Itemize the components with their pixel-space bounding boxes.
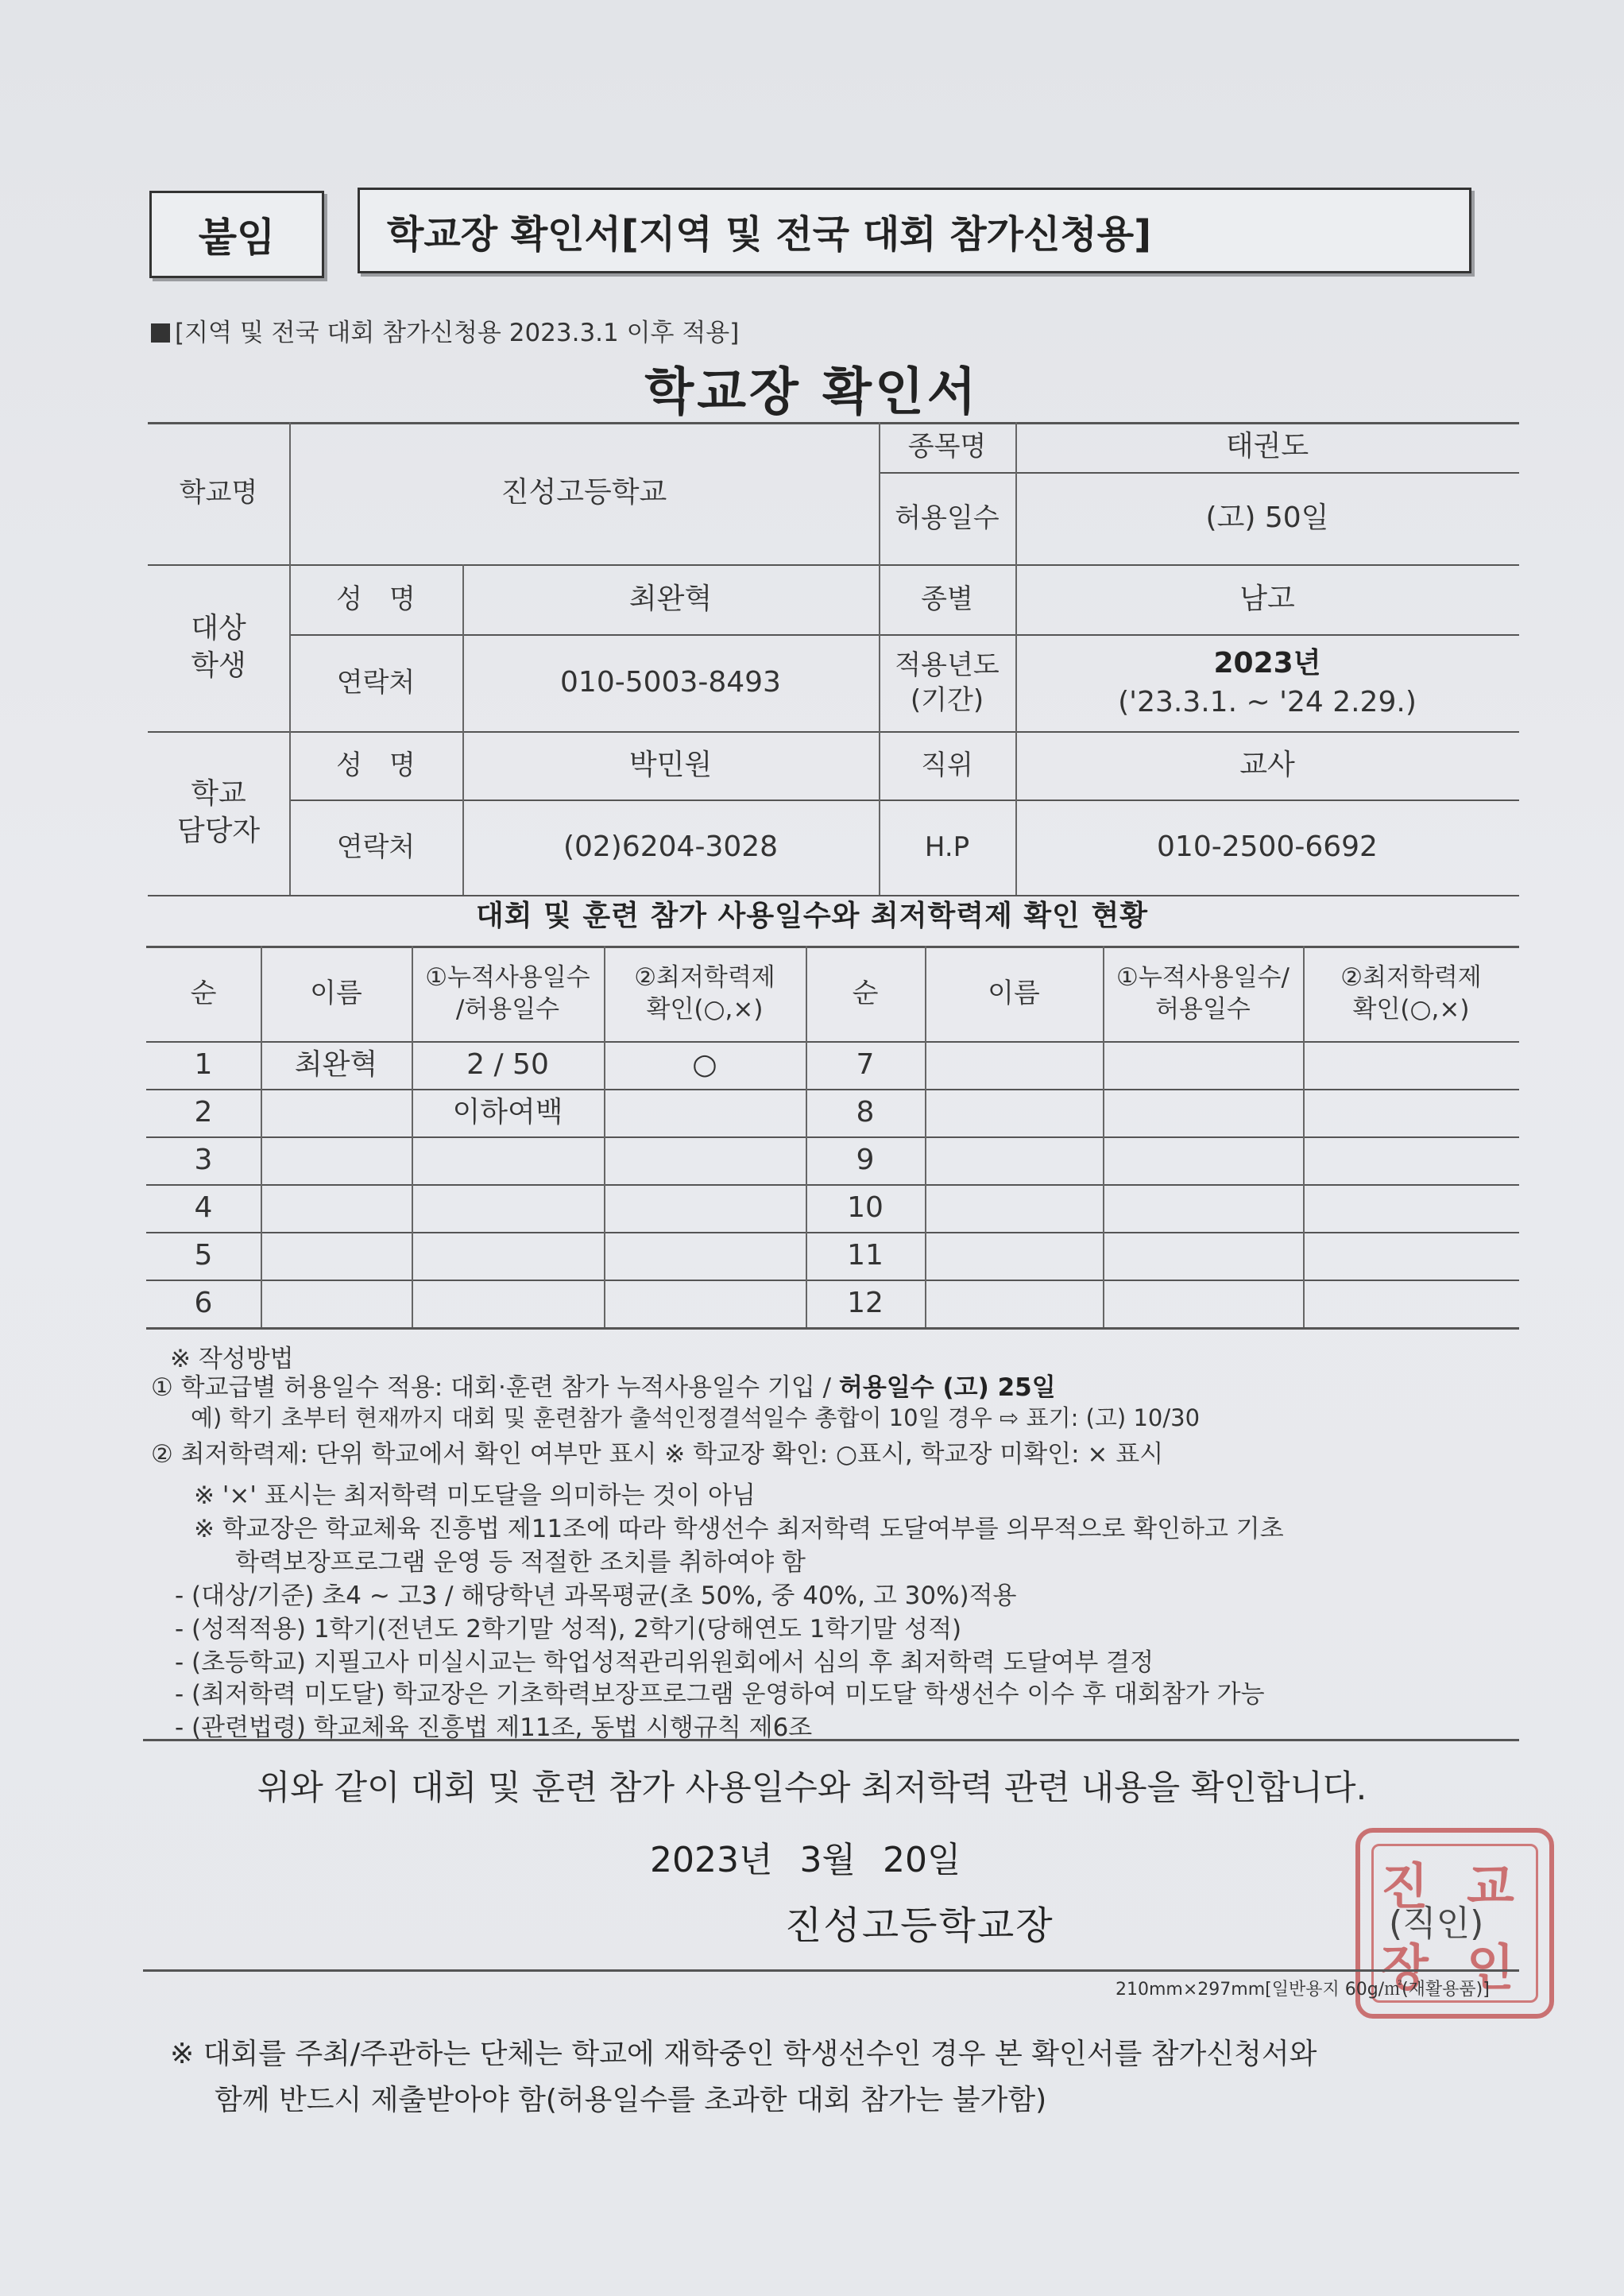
instruction-line: - (관련법령) 학교체육 진흥법 제11조, 동법 시행규칙 제6조 xyxy=(175,1713,813,1742)
principal-name: 진성고등학교장 xyxy=(785,1903,1054,1948)
instruction-line: - (초등학교) 지필고사 미실시교는 학업성적관리위원회에서 심의 후 최저학력 도달여부 결정 xyxy=(175,1648,1154,1677)
header-days-right: ①누적사용일수/ 허용일수 xyxy=(1116,962,1290,1024)
row-no-left: 2 xyxy=(194,1095,213,1129)
row-name-left: 최완혁 xyxy=(294,1047,378,1081)
row-name-right xyxy=(925,1136,1103,1184)
row-no-right: 9 xyxy=(856,1143,875,1176)
period-value: ('23.3.1. ~ '24 2.29.) xyxy=(1118,686,1417,718)
square-bullet-icon xyxy=(151,323,170,343)
row-check-right xyxy=(1303,1184,1519,1232)
row-no-left: 5 xyxy=(194,1238,213,1272)
row-check-left xyxy=(604,1232,806,1280)
row-name-right xyxy=(925,1232,1103,1280)
row-name-left xyxy=(261,1184,412,1232)
row-check-left: ○ xyxy=(692,1047,717,1081)
teacher-name: 박민원 xyxy=(628,748,713,781)
instruction-bold-text: 허용일수 (고) 25일 xyxy=(838,1373,1056,1402)
row-name-left xyxy=(261,1280,412,1327)
instruction-line xyxy=(151,1367,1056,1403)
student-name-label: 성 명 xyxy=(336,583,416,615)
row-days-right xyxy=(1103,1136,1303,1184)
allowed-days-value: (고) 50일 xyxy=(1205,501,1329,534)
row-days-right xyxy=(1103,1280,1303,1327)
row-days-right xyxy=(1103,1089,1303,1136)
row-name-right xyxy=(925,1184,1103,1232)
row-name-right xyxy=(925,1280,1103,1327)
row-check-right xyxy=(1303,1136,1519,1184)
teacher-contact: (02)6204-3028 xyxy=(563,830,779,863)
header-check-right: ②최저학력제 확인(○,×) xyxy=(1340,962,1482,1024)
footer-line: ※ 대회를 주최/주관하는 단체는 학교에 재학중인 학생선수인 경우 본 확인서를 참가신청서와 xyxy=(170,2038,1317,2070)
year-value: 2023년 xyxy=(1213,647,1321,680)
allowed-days-label: 허용일수 xyxy=(895,501,1000,534)
instruction-line: 예) 학기 초부터 현재까지 대회 및 훈련참가 출석인정결석일수 총합이 10일 경우 ⇨ 표기: (고) 10/30 xyxy=(191,1404,1201,1431)
paper-spec: 210mm×297mm[일반용지 60g/㎡(재활용품)] xyxy=(1116,1980,1490,2000)
attachment-label: 붙임 xyxy=(149,191,324,278)
row-days-left xyxy=(412,1232,604,1280)
row-check-left xyxy=(604,1184,806,1232)
divider xyxy=(143,1739,1519,1741)
instruction-text: ① 학교급별 허용일수 적용: 대회·훈련 참가 누적사용일수 기입 / xyxy=(151,1373,839,1402)
seal-label: (직인) xyxy=(1389,1903,1484,1944)
gender-label: 종별 xyxy=(921,583,973,615)
row-no-right: 10 xyxy=(847,1191,884,1224)
header-days-left: ①누적사용일수 /허용일수 xyxy=(425,962,590,1024)
student-contact: 010-5003-8493 xyxy=(560,665,781,699)
top-note-text: [지역 및 전국 대회 참가신청용 2023.3.1 이후 적용] xyxy=(175,319,740,347)
row-no-right: 12 xyxy=(847,1286,884,1319)
row-days-left xyxy=(412,1280,604,1327)
divider xyxy=(143,1969,1519,1972)
header-check-left: ②최저학력제 확인(○,×) xyxy=(634,962,775,1024)
year-label: 적용년도 (기간) xyxy=(895,649,1000,716)
row-name-left xyxy=(261,1089,412,1136)
header-no-right: 순 xyxy=(852,977,879,1009)
hp-value: 010-2500-6692 xyxy=(1157,830,1378,863)
student-contact-label: 연락처 xyxy=(336,666,416,699)
row-no-left: 3 xyxy=(194,1143,213,1176)
header-title: 학교장 확인서[지역 및 전국 대회 참가신청용] xyxy=(358,188,1471,273)
table-line xyxy=(146,1327,1519,1330)
confirmation-text: 위와 같이 대회 및 훈련 참가 사용일수와 최저학력 관련 내용을 확인합니다. xyxy=(257,1768,1367,1808)
instruction-line: - (성적적용) 1학기(전년도 2학기말 성적), 2학기(당해연도 1학기말 성적) xyxy=(175,1615,962,1644)
official-seal-icon: 진 교 장 인 xyxy=(1355,1828,1554,2019)
event-value: 태권도 xyxy=(1225,430,1309,463)
row-name-left xyxy=(261,1232,412,1280)
row-no-right: 11 xyxy=(847,1238,884,1272)
top-note xyxy=(151,312,739,348)
instructions-heading: ※ 작성방법 xyxy=(170,1345,294,1373)
row-name-right xyxy=(925,1089,1103,1136)
row-days-left xyxy=(412,1184,604,1232)
row-days-left: 이하여백 xyxy=(452,1095,563,1129)
teacher-label: 학교 담당자 xyxy=(176,777,261,847)
row-days-left xyxy=(412,1136,604,1184)
header-no-left: 순 xyxy=(190,977,217,1009)
instruction-line: - (최저학력 미도달) 학교장은 기초학력보장프로그램 운영하여 미도달 학생선수 이수 후 대회참가 가능 xyxy=(175,1680,1265,1709)
student-name: 최완혁 xyxy=(628,582,713,615)
row-check-right xyxy=(1303,1280,1519,1327)
issue-date: 2023년 3월 20일 xyxy=(650,1840,961,1880)
row-no-right: 8 xyxy=(856,1095,875,1129)
footer-line: 함께 반드시 제출받아야 함(허용일수를 초과한 대회 참가는 불가함) xyxy=(215,2084,1047,2116)
row-check-left xyxy=(604,1089,806,1136)
row-no-left: 4 xyxy=(194,1191,213,1224)
header-name-right: 이름 xyxy=(988,977,1040,1009)
year-cell xyxy=(1015,634,1519,731)
document-title: 학교장 확인서 xyxy=(644,363,980,422)
teacher-contact-label: 연락처 xyxy=(336,831,416,863)
row-no-left: 1 xyxy=(194,1047,213,1081)
row-check-right xyxy=(1303,1232,1519,1280)
teacher-name-label: 성 명 xyxy=(336,749,416,781)
row-name-left xyxy=(261,1136,412,1184)
row-days-right xyxy=(1103,1041,1303,1089)
row-no-left: 6 xyxy=(194,1286,213,1319)
row-days-right xyxy=(1103,1184,1303,1232)
hp-label: H.P xyxy=(924,831,970,863)
instruction-line: - (대상/기준) 초4 ~ 고3 / 해당학년 과목평균(초 50%, 중 40%, 고 30%)적용 xyxy=(175,1582,1017,1610)
instruction-line: ② 최저학력제: 단위 학교에서 확인 여부만 표시 ※ 학교장 확인: ○표시, 학교장 미확인: × 표시 xyxy=(151,1440,1164,1469)
row-check-right xyxy=(1303,1089,1519,1136)
position-value: 교사 xyxy=(1239,748,1295,781)
row-no-right: 7 xyxy=(856,1047,875,1081)
row-check-left xyxy=(604,1136,806,1184)
event-label: 종목명 xyxy=(907,431,987,463)
position-label: 직위 xyxy=(921,749,973,781)
school-name: 진성고등학교 xyxy=(501,476,667,509)
status-title: 대회 및 훈련 참가 사용일수와 최저학력제 확인 현황 xyxy=(475,900,1149,932)
school-label: 학교명 xyxy=(179,477,258,509)
row-days-left: 2 / 50 xyxy=(466,1047,549,1081)
row-days-right xyxy=(1103,1232,1303,1280)
gender-value: 남고 xyxy=(1239,582,1295,615)
row-name-right xyxy=(925,1041,1103,1089)
instruction-line: ※ '×' 표시는 최저학력 미도달을 의미하는 것이 아님 xyxy=(194,1481,756,1510)
student-label: 대상 학생 xyxy=(191,612,246,682)
header-name-left: 이름 xyxy=(310,977,362,1009)
instruction-line: ※ 학교장은 학교체육 진흥법 제11조에 따라 학생선수 최저학력 도달여부를 의무적으로 확인하고 기초 xyxy=(194,1515,1284,1543)
row-check-left xyxy=(604,1280,806,1327)
instruction-line: 학력보장프로그램 운영 등 적절한 조치를 취하여야 함 xyxy=(235,1548,806,1577)
row-check-right xyxy=(1303,1041,1519,1089)
